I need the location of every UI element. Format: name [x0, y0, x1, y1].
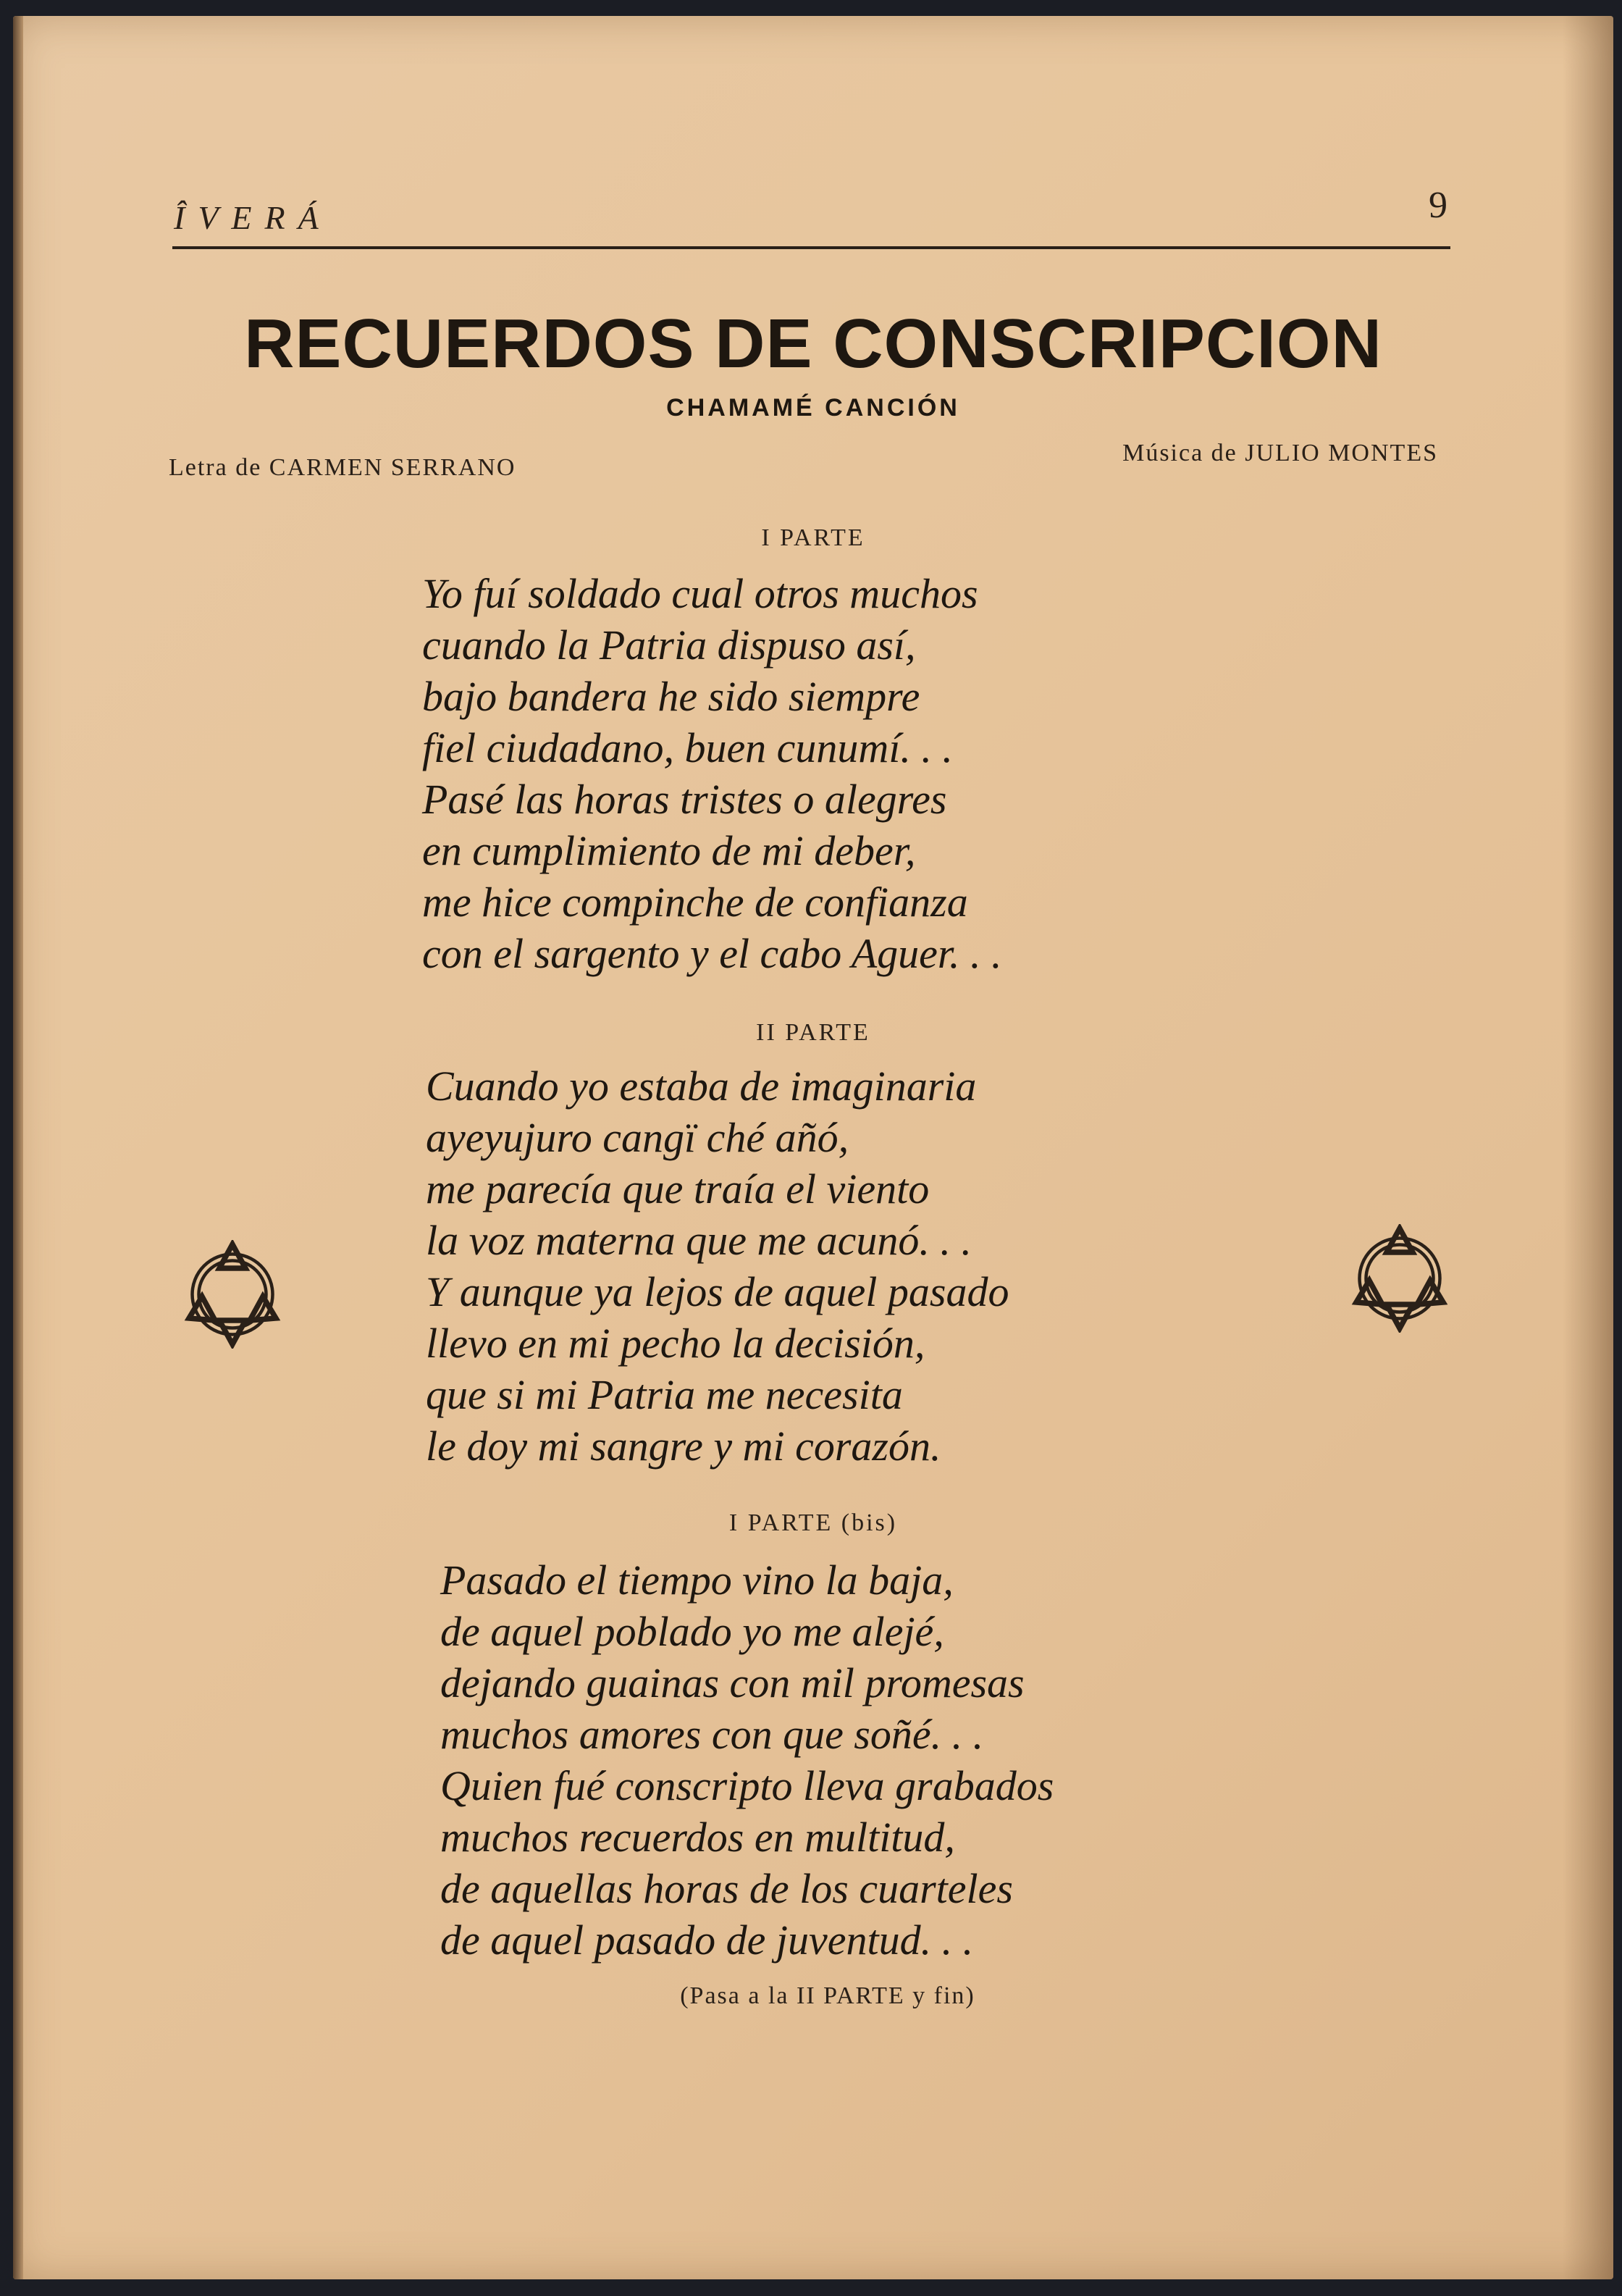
verse-line: de aquellas horas de los cuarteles: [440, 1865, 1013, 1912]
music-credit: Música de JULIO MONTES: [1122, 440, 1438, 466]
verse-line: dejando guainas con mil promesas: [440, 1659, 1025, 1706]
verse-line: fiel ciudadano, buen cunumí. . .: [422, 724, 953, 771]
verse-line: me hice compinche de confianza: [422, 879, 968, 926]
stanza-1: [422, 568, 1002, 979]
ornament-icon: [178, 1240, 287, 1349]
verse-line: la voz materna que me acunó. . .: [426, 1217, 972, 1264]
verse-line: le doy mi sangre y mi corazón.: [426, 1423, 941, 1470]
verse-line: que si mi Patria me necesita: [426, 1371, 903, 1418]
ornament-icon: [1345, 1224, 1454, 1333]
book-page: [13, 16, 1613, 2279]
continuation-note: (Pasa a la II PARTE y fin): [680, 1982, 975, 2009]
section-heading: II PARTE: [756, 1019, 870, 1046]
stanza-2: [426, 1060, 1009, 1472]
verse-line: de aquel pasado de juventud. . .: [440, 1916, 974, 1964]
running-title: ÎVERÁ: [174, 199, 332, 236]
stanza-3: [440, 1554, 1054, 1966]
verse-line: en cumplimiento de mi deber,: [422, 827, 916, 874]
verse-line: bajo bandera he sido siempre: [422, 673, 920, 720]
verse-line: Pasé las horas tristes o alegres: [422, 776, 947, 823]
verse-line: muchos amores con que soñé. . .: [440, 1711, 984, 1758]
section-heading: I PARTE: [761, 524, 865, 551]
verse-line: Pasado el tiempo vino la baja,: [440, 1556, 954, 1604]
verse-line: llevo en mi pecho la decisión,: [426, 1320, 925, 1367]
lyrics-credit: Letra de CARMEN SERRANO: [169, 454, 516, 481]
verse-line: cuando la Patria dispuso así,: [422, 621, 916, 669]
verse-line: Yo fuí soldado cual otros muchos: [422, 570, 978, 617]
verse-line: Y aunque ya lejos de aquel pasado: [426, 1268, 1009, 1315]
verse-line: ayeyujuro cangï ché añó,: [426, 1114, 849, 1161]
verse-line: muchos recuerdos en multitud,: [440, 1814, 955, 1861]
section-heading: I PARTE (bis): [728, 1509, 898, 1536]
verse-line: de aquel poblado yo me alejé,: [440, 1608, 944, 1655]
song-genre: CHAMAMÉ CANCIÓN: [666, 394, 960, 422]
verse-line: me parecía que traía el viento: [426, 1165, 930, 1212]
header-rule: [172, 246, 1450, 249]
page-number: 9: [1429, 185, 1447, 226]
verse-line: Cuando yo estaba de imaginaria: [426, 1063, 977, 1110]
verse-line: con el sargento y el cabo Aguer. . .: [422, 930, 1002, 977]
song-title: RECUERDOS DE CONSCRIPCION: [244, 305, 1382, 382]
verse-line: Quien fué conscripto lleva grabados: [440, 1762, 1054, 1809]
